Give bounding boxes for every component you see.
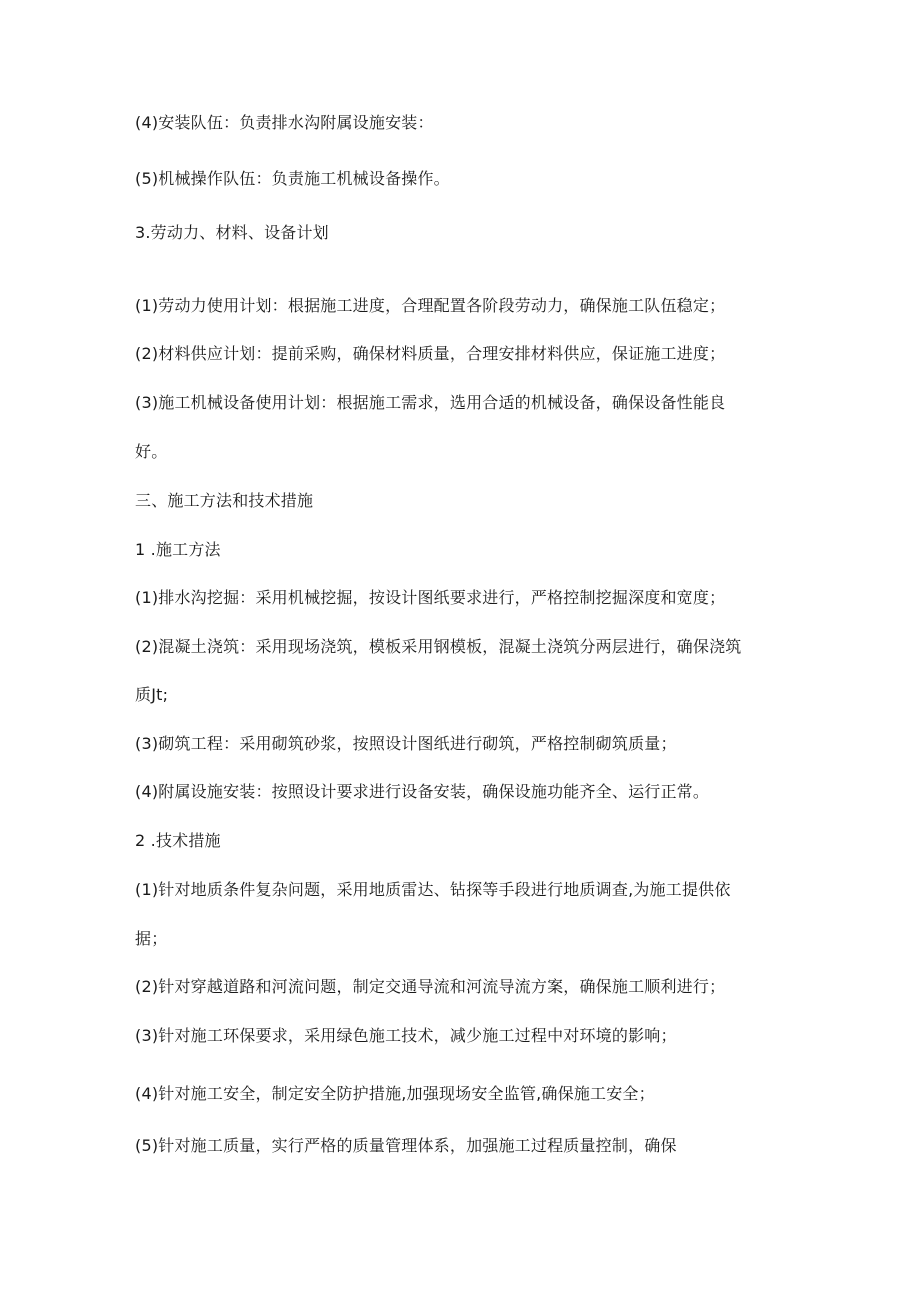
text-line: 好。 [135,442,168,461]
text-line: (1)针对地质条件复杂问题，采用地质雷达、钻探等手段进行地质调查,为施工提供依 [135,880,731,899]
text-line: 据； [135,929,168,948]
text-line: (3)砌筑工程：采用砌筑砂浆，按照设计图纸进行砌筑，严格控制砌筑质量； [135,734,677,753]
section-heading: 1 .施工方法 [135,540,221,559]
section-heading: 3.劳动力、材料、设备计划 [135,223,329,242]
text-line: (4)安装队伍：负责排水沟附属设施安装： [135,113,434,132]
text-line: (5)针对施工质量，实行严格的质量管理体系，加强施工过程质量控制，确保 [135,1136,677,1155]
text-line: (1)劳动力使用计划：根据施工进度，合理配置各阶段劳动力，确保施工队伍稳定； [135,296,726,315]
text-line: (2)针对穿越道路和河流问题，制定交通导流和河流导流方案，确保施工顺利进行； [135,977,726,996]
text-line: (4)附属设施安装：按照设计要求进行设备安装，确保设施功能齐全、运行正常。 [135,782,710,801]
text-line: (3)针对施工环保要求，采用绿色施工技术，减少施工过程中对环境的影响； [135,1026,677,1045]
text-line: (2)材料供应计划：提前采购，确保材料质量，合理安排材料供应，保证施工进度； [135,344,726,363]
text-line: (2)混凝土浇筑：采用现场浇筑，模板采用钢模板，混凝土浇筑分两层进行，确保浇筑 [135,637,742,656]
text-line: 质Jt; [135,685,169,704]
chapter-heading: 三、施工方法和技术措施 [135,491,314,510]
text-line: (4)针对施工安全，制定安全防护措施,加强现场安全监管,确保施工安全； [135,1084,655,1103]
text-line: (3)施工机械设备使用计划：根据施工需求，选用合适的机械设备，确保设备性能良 [135,393,726,412]
text-line: (5)机械操作队伍：负责施工机械设备操作。 [135,169,450,188]
section-heading: 2 .技术措施 [135,831,221,850]
text-line: (1)排水沟挖掘：采用机械挖掘，按设计图纸要求进行，严格控制挖掘深度和宽度； [135,588,726,607]
